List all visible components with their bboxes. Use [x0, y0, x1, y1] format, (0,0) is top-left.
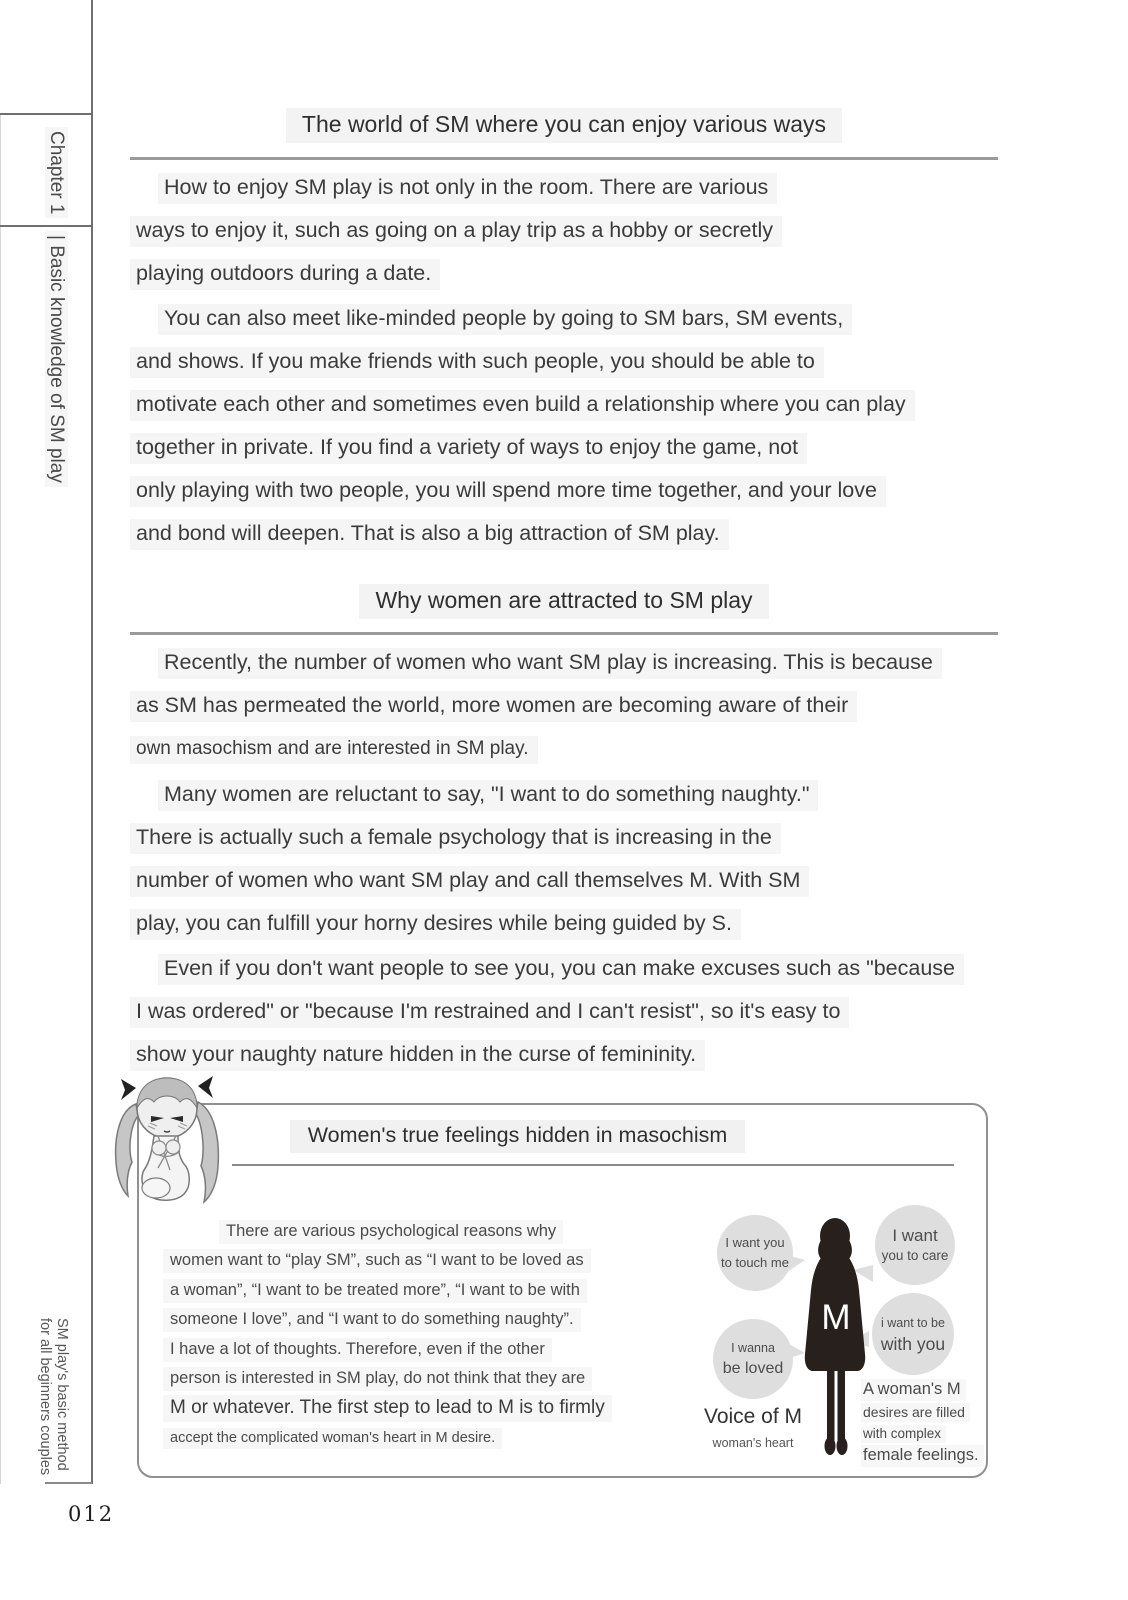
body-line: as SM has permeated the world, more women are becoming aware of their	[130, 685, 998, 728]
body-line: There is actually such a female psychology that is increasing in the	[130, 817, 998, 860]
body-line: playing outdoors during a date.	[130, 253, 998, 296]
paragraph	[130, 948, 998, 1077]
panel-line: someone I love”, and “I want to do something naughty”.	[163, 1306, 693, 1336]
voice-of-m-caption: Voice of M	[703, 1405, 803, 1428]
panel-line: M or whatever. The first step to lead to M is to firmly	[163, 1394, 693, 1424]
body-line: You can also meet like-minded people by going to SM bars, SM events,	[130, 298, 998, 341]
body-line: show your naughty nature hidden in the curse of femininity.	[130, 1034, 998, 1077]
speech-bubble-loved: I wanna be loved	[713, 1319, 793, 1399]
page-number: 012	[68, 1502, 115, 1526]
section2-heading: Why women are attracted to SM play	[359, 584, 768, 619]
body-line: number of women who want SM play and call themselves M. With SM	[130, 860, 998, 903]
book-footer-title	[36, 1318, 70, 1493]
panel-title: Women's true feelings hidden in masochism	[290, 1120, 746, 1153]
anime-girl-illustration	[106, 1066, 228, 1218]
page-edge-line	[0, 113, 1, 1484]
body-line: How to enjoy SM play is not only in the room. There are various	[130, 167, 998, 210]
paragraph	[130, 167, 998, 296]
body-line: and shows. If you make friends with such people, you should be able to	[130, 341, 998, 384]
paragraph	[130, 642, 998, 771]
chapter-title-text: | Basic knowledge of SM play	[45, 231, 68, 487]
panel-line: women want to “play SM”, such as “I want to be loved as	[163, 1247, 693, 1277]
body-line: Even if you don't want people to see you, you can make excuses such as "because	[130, 948, 998, 991]
body-line: ways to enjoy it, such as going on a play trip as a hobby or secretly	[130, 210, 998, 253]
body-line: Many women are reluctant to say, "I want to do something naughty."	[130, 774, 998, 817]
sidebar-top-divider	[0, 113, 91, 115]
body-line: own masochism and are interested in SM play.	[130, 728, 998, 771]
panel-body-text	[163, 1217, 693, 1453]
masochism-panel	[137, 1103, 988, 1478]
panel-line: accept the complicated woman's heart in M desire.	[163, 1424, 693, 1454]
panel-line: person is interested in SM play, do not think that they are	[163, 1365, 693, 1395]
sidebar-chapter-divider	[0, 225, 91, 227]
speech-bubble-touch-me: I want you to touch me	[717, 1215, 793, 1291]
speech-bubble-with-you: i want to be with you	[872, 1293, 954, 1375]
panel-line: There are various psychological reasons why	[163, 1217, 693, 1247]
body-line: and bond will deepen. That is also a big attraction of SM play.	[130, 513, 998, 556]
paragraph	[130, 774, 998, 946]
main-text-column	[130, 0, 998, 1077]
speech-bubble-care: I want you to care	[875, 1205, 955, 1285]
body-line: motivate each other and sometimes even build a relationship where you can play	[130, 384, 998, 427]
panel-line: I have a lot of thoughts. Therefore, even if the other	[163, 1335, 693, 1365]
diagram-note: A woman's M desires are filled with complex female feelings.	[861, 1379, 984, 1467]
section2-heading-row	[130, 584, 998, 619]
section1-heading-row	[130, 108, 998, 143]
body-line: Recently, the number of women who want SM play is increasing. This is because	[130, 642, 998, 685]
paragraph	[130, 298, 998, 556]
figure-m-label: M	[821, 1298, 851, 1337]
section1-heading: The world of SM where you can enjoy various ways	[286, 108, 842, 143]
chapter-title	[45, 231, 67, 487]
panel-line: a woman”, “I want to be treated more”, “I want to be with	[163, 1276, 693, 1306]
body-line: I was ordered" or "because I'm restrained and I can't resist", so it's easy to	[130, 991, 998, 1034]
sidebar-vertical-divider	[91, 0, 93, 1484]
body-line: only playing with two people, you will spend more time together, and your love	[130, 470, 998, 513]
body-line: play, you can fulfill your horny desires while being guided by S.	[130, 903, 998, 946]
womans-heart-caption: woman's heart	[712, 1436, 794, 1450]
body-line: together in private. If you find a variety of ways to enjoy the game, not	[130, 427, 998, 470]
chapter-label-text: Chapter 1	[45, 127, 68, 218]
panel-title-divider	[232, 1164, 954, 1166]
chapter-label	[45, 127, 67, 218]
book-footer-line2: for all beginners couples	[37, 1318, 53, 1476]
section1-divider	[130, 157, 998, 160]
section2-divider	[130, 632, 998, 635]
book-footer-line1: SM play's basic method	[54, 1318, 70, 1471]
